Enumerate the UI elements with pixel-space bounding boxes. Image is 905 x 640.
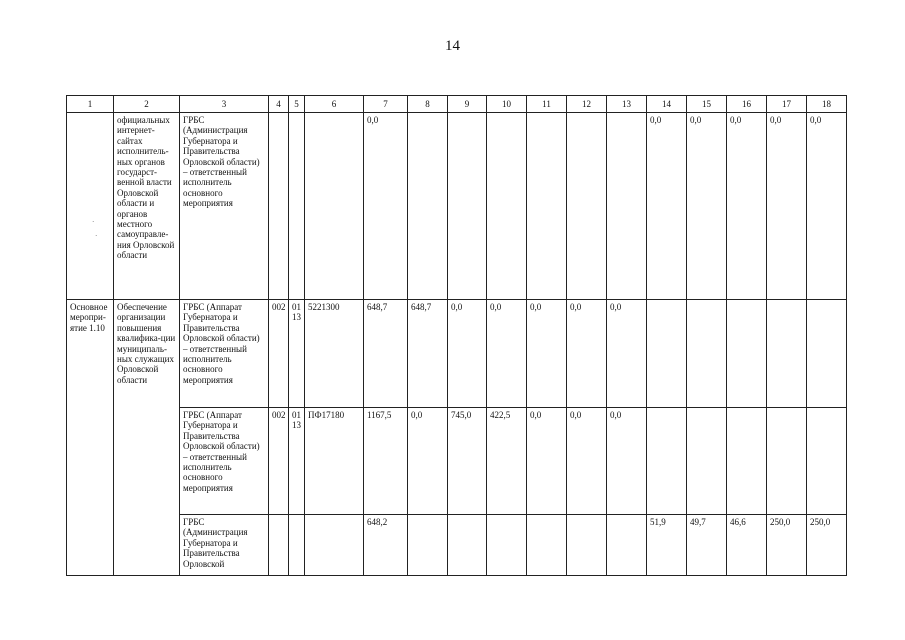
grbs-code-cell [269, 515, 289, 576]
amount-cell: 0,0 [727, 113, 767, 300]
amount-cell [727, 300, 767, 408]
table-row [67, 408, 847, 515]
amount-cell [647, 408, 687, 515]
amount-cell: 0,0 [527, 408, 567, 515]
header-cell: 13 [607, 96, 647, 113]
table-row [67, 300, 847, 408]
scan-speck: · [92, 218, 95, 226]
budget-table [66, 95, 847, 576]
amount-cell [807, 408, 847, 515]
header-cell: 8 [408, 96, 448, 113]
section-code-cell: 01 13 [289, 408, 305, 515]
amount-cell [727, 408, 767, 515]
header-cell: 4 [269, 96, 289, 113]
amount-cell [527, 515, 567, 576]
amount-cell [607, 113, 647, 300]
amount-cell [527, 113, 567, 300]
amount-cell [687, 408, 727, 515]
page-number: 14 [445, 38, 460, 54]
header-cell: 2 [114, 96, 180, 113]
header-cell: 5 [289, 96, 305, 113]
header-cell: 17 [767, 96, 807, 113]
total-amount-cell: 1167,5 [364, 408, 408, 515]
amount-cell: 0,0 [807, 113, 847, 300]
amount-cell: 250,0 [767, 515, 807, 576]
header-cell: 7 [364, 96, 408, 113]
amount-cell [408, 515, 448, 576]
grbs-code-cell: 002 [269, 300, 289, 408]
amount-cell: 49,7 [687, 515, 727, 576]
grbs-code-cell: 002 [269, 408, 289, 515]
amount-cell [487, 113, 527, 300]
amount-cell: 745,0 [448, 408, 487, 515]
responsible-executor-cell: ГРБС (Администрация Губернатора и Правительства Орловской области) – ответственный исполнитель основного мероприятия [180, 113, 269, 300]
amount-cell: 51,9 [647, 515, 687, 576]
total-amount-cell: 648,7 [364, 300, 408, 408]
section-code-cell: 01 13 [289, 300, 305, 408]
header-cell: 14 [647, 96, 687, 113]
responsible-executor-cell: ГРБС (Аппарат Губернатора и Правительства Орловской области) – ответственный исполнитель основного мероприятия [180, 408, 269, 515]
amount-cell: 0,0 [567, 408, 607, 515]
total-amount-cell: 0,0 [364, 113, 408, 300]
target-item-cell [305, 113, 364, 300]
header-cell: 1 [67, 96, 114, 113]
header-row [67, 96, 847, 113]
responsible-executor-cell: ГРБС (Аппарат Губернатора и Правительства Орловской области) – ответственный исполнитель основного мероприятия [180, 300, 269, 408]
amount-cell: 0,0 [607, 408, 647, 515]
amount-cell [448, 515, 487, 576]
grbs-code-cell [269, 113, 289, 300]
table-row [67, 515, 847, 576]
amount-cell [647, 300, 687, 408]
scan-speck: · [95, 232, 98, 240]
amount-cell [807, 300, 847, 408]
amount-cell [567, 515, 607, 576]
total-amount-cell: 648,2 [364, 515, 408, 576]
header-cell: 3 [180, 96, 269, 113]
amount-cell: 0,0 [647, 113, 687, 300]
activity-name-cell [67, 113, 114, 300]
target-item-cell [305, 515, 364, 576]
target-item-cell: ПФ17180 [305, 408, 364, 515]
header-cell: 9 [448, 96, 487, 113]
header-cell: 6 [305, 96, 364, 113]
amount-cell: 250,0 [807, 515, 847, 576]
amount-cell [567, 113, 607, 300]
header-cell: 15 [687, 96, 727, 113]
header-cell: 16 [727, 96, 767, 113]
table-row [67, 113, 847, 300]
amount-cell [448, 113, 487, 300]
header-cell: 10 [487, 96, 527, 113]
responsible-executor-cell: ГРБС (Администрация Губернатора и Правительства Орловской [180, 515, 269, 576]
amount-cell: 648,7 [408, 300, 448, 408]
header-cell: 12 [567, 96, 607, 113]
amount-cell: 422,5 [487, 408, 527, 515]
amount-cell: 0,0 [408, 408, 448, 515]
amount-cell: 0,0 [607, 300, 647, 408]
amount-cell [607, 515, 647, 576]
amount-cell [687, 300, 727, 408]
amount-cell: 0,0 [487, 300, 527, 408]
activity-name-cell: Основное меропри-ятие 1.10 [67, 300, 114, 576]
amount-cell: 0,0 [567, 300, 607, 408]
amount-cell: 0,0 [767, 113, 807, 300]
amount-cell: 0,0 [448, 300, 487, 408]
activity-description-cell: официальных интернет-сайтах исполнитель-ных органов государст-венной власти Орловской области и органов местного самоуправле-ния Орловской области [114, 113, 180, 300]
amount-cell [408, 113, 448, 300]
amount-cell [767, 300, 807, 408]
header-cell: 18 [807, 96, 847, 113]
amount-cell [767, 408, 807, 515]
section-code-cell [289, 515, 305, 576]
amount-cell: 0,0 [527, 300, 567, 408]
amount-cell: 0,0 [687, 113, 727, 300]
amount-cell: 46,6 [727, 515, 767, 576]
amount-cell [487, 515, 527, 576]
header-cell: 11 [527, 96, 567, 113]
target-item-cell: 5221300 [305, 300, 364, 408]
section-code-cell [289, 113, 305, 300]
activity-description-cell: Обеспечение организации повышения квалифика-ции муниципаль-ных служащих Орловской области [114, 300, 180, 576]
